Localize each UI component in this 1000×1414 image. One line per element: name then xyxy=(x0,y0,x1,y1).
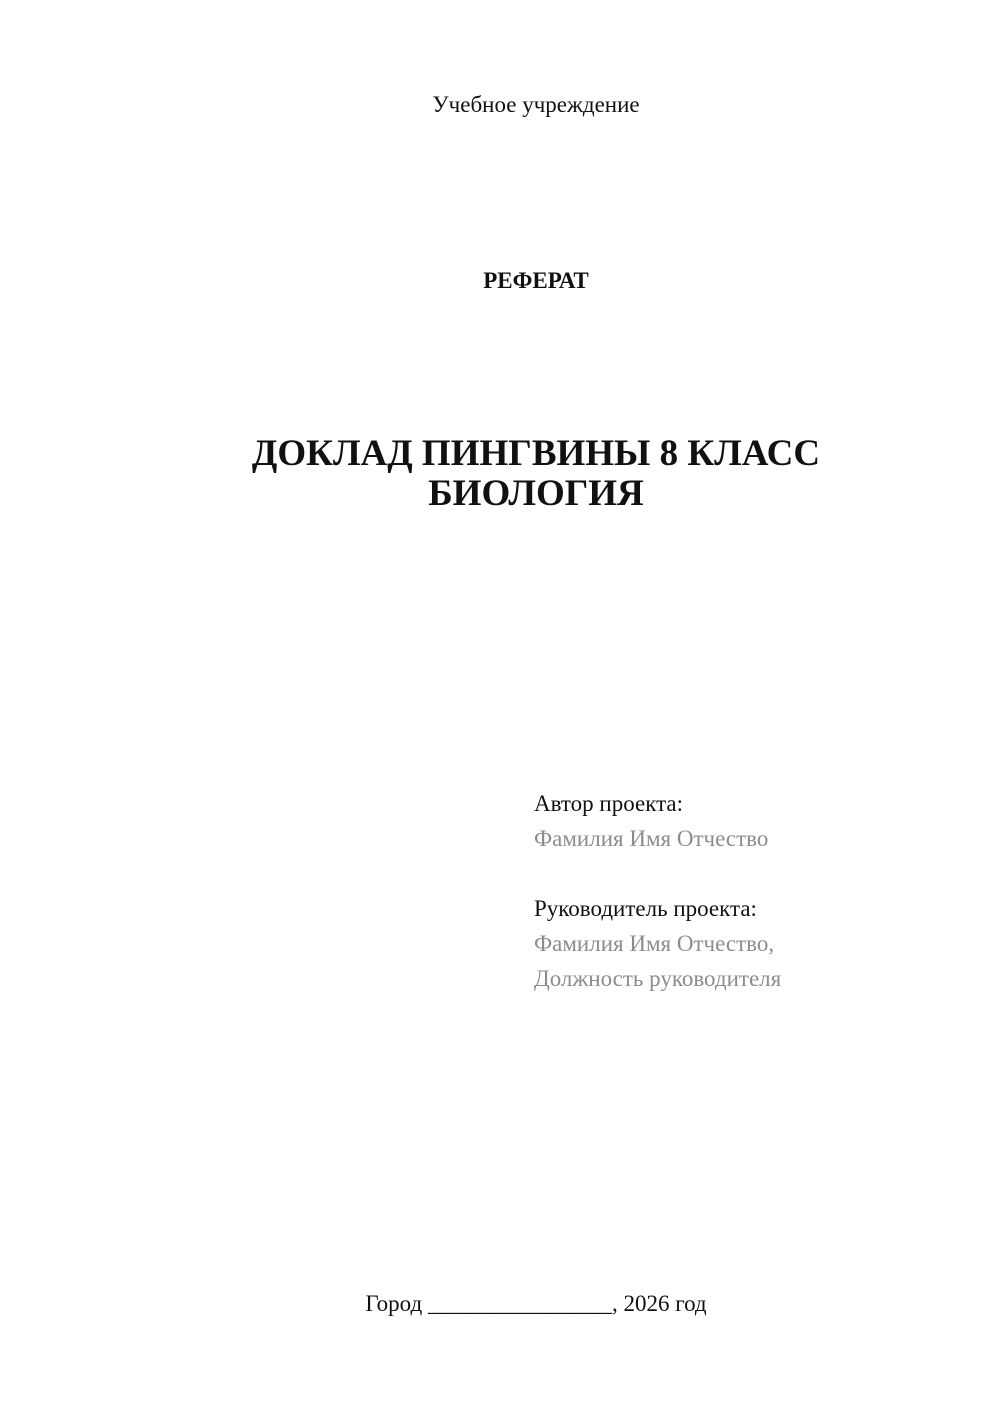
author-name: Фамилия Имя Отчество xyxy=(534,826,769,851)
document-type: РЕФЕРАТ xyxy=(483,268,589,293)
supervisor-position: Должность руководителя xyxy=(534,966,782,991)
city-year-line: Город ________________, 2026 год xyxy=(365,1291,707,1316)
credits-block xyxy=(534,786,974,996)
supervisor-label: Руководитель проекта: xyxy=(534,896,757,921)
credits-spacer xyxy=(534,856,974,891)
institution-name: Учебное учреждение xyxy=(432,92,640,117)
document-title-line-1: ДОКЛАД ПИНГВИНЫ 8 КЛАСС xyxy=(251,433,821,474)
author-label: Автор проекта: xyxy=(534,791,683,816)
document-title xyxy=(0,434,1000,514)
document-title-line-2: БИОЛОГИЯ xyxy=(428,473,644,514)
supervisor-name: Фамилия Имя Отчество, xyxy=(534,931,775,956)
